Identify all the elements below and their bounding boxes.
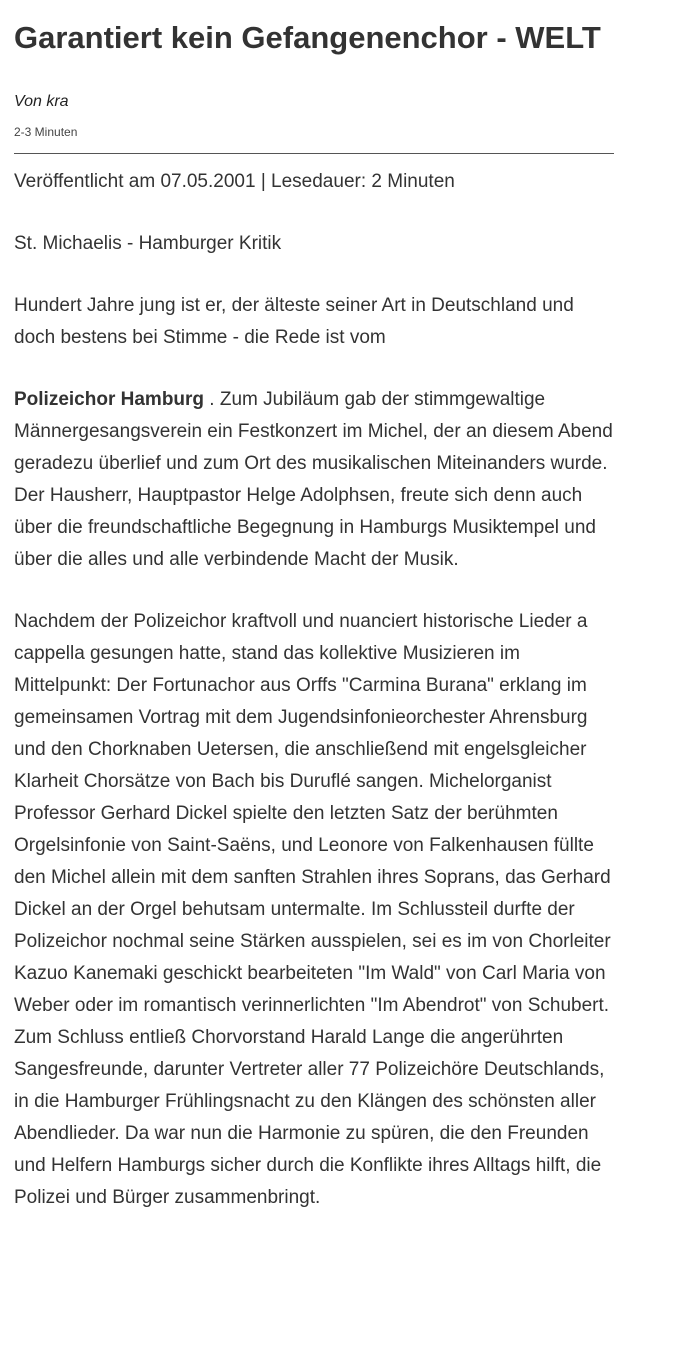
subheading: St. Michaelis - Hamburger Kritik [14, 233, 282, 254]
article-body [14, 166, 614, 1214]
read-time: 2-3 Minuten [14, 125, 78, 139]
author-byline: Von kra [14, 93, 69, 110]
paragraph-2 [14, 384, 614, 576]
divider [14, 153, 614, 154]
published-line: Veröffentlicht am 07.05.2001 | Lesedauer: 2 Minuten [14, 171, 455, 192]
highlight-name: Polizeichor Hamburg [14, 389, 205, 410]
article-title: Garantiert kein Gefangenenchor - WELT [14, 20, 601, 55]
intro-paragraph: Hundert Jahre jung ist er, der älteste seiner Art in Deutschland und doch bestens bei Stimme - die Rede ist vom [14, 295, 574, 348]
paragraph-2-text: . Zum Jubiläum gab der stimmgewaltige Männergesangsverein ein Festkonzert im Michel, der an diesem Abend geradezu überlief und zum Ort des musikalischen Miteinanders wurde. Der Hausherr, Hauptpastor Helge Adolphsen, freute sich denn auch über die freundschaftliche Begegnung in Hamburgs Musiktempel und über die alles und alle verbindende Macht der Musik. [14, 389, 613, 570]
paragraph-3: Nachdem der Polizeichor kraftvoll und nuanciert historische Lieder a cappella gesungen hatte, stand das kollektive Musizieren im Mittelpunkt: Der Fortunachor aus Orffs "Carmina Burana" erklang im gemeinsamen Vortrag mit dem Jugendsinfonieorchester Ahrensburg und den Chorknaben Uetersen, die anschließend mit engelsgleicher Klarheit Chorsätze von Bach bis Duruflé sangen. Michelorganist Professor Gerhard Dickel spielte den letzten Satz der berühmten Orgelsinfonie von Saint-Saëns, und Leonore von Falkenhausen füllte den Michel allein mit dem sanften Strahlen ihres Soprans, das Gerhard Dickel an der Orgel behutsam untermalte. Im Schlussteil durfte der Polizeichor nochmal seine Stärken ausspielen, sei es im von Chorleiter Kazuo Kanemaki geschickt bearbeiteten "Im Wald" von Carl Maria von Weber oder im romantisch verinnerlichten "Im Abendrot" von Schubert. Zum Schluss entließ Chorvorstand Harald Lange die angerührten Sangesfreunde, darunter Vertreter aller 77 Polizeichöre Deutschlands, in die Hamburger Frühlingsnacht zu den Klängen des schönsten aller Abendlieder. Da war nun die Harmonie zu spüren, die den Freunden und Helfern Hamburgs sicher durch die Konflikte ihres Alltags hilft, die Polizei und Bürger zusammenbringt. [14, 611, 611, 1208]
